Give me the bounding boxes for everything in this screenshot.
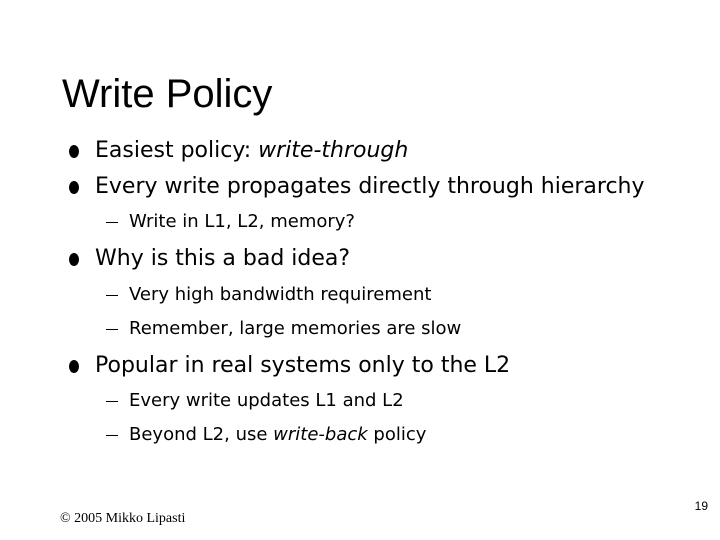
bullet-item-text: Why is this a bad idea? <box>95 246 351 271</box>
sub-item-text: Write in L1, L2, memory? <box>129 211 355 232</box>
bullet-item-text: Every write propagates directly through hierarchy <box>95 174 645 199</box>
dash-icon <box>106 295 118 296</box>
dash-icon <box>106 401 118 402</box>
sub-item-text-italic: write-back <box>273 424 368 445</box>
page-number: 19 <box>694 499 708 513</box>
bullet-dot-icon <box>69 145 79 158</box>
bullet-item-text-italic: write-through <box>258 138 409 163</box>
bullet-dot-icon <box>69 181 79 194</box>
bullet-dot-icon <box>69 360 79 373</box>
sub-item-text: Very high bandwidth requirement <box>129 284 432 305</box>
sub-item-text: Remember, large memories are slow <box>129 318 462 339</box>
sub-item-text-after: policy <box>367 424 427 445</box>
copyright-footer: © 2005 Mikko Lipasti <box>60 511 186 526</box>
bullet-item-text <box>95 137 408 165</box>
dash-icon <box>106 329 118 330</box>
sub-item-text <box>129 424 426 446</box>
bullet-dot-icon <box>69 253 79 266</box>
sub-item-text-plain: Beyond L2, use <box>129 424 274 445</box>
bullet-item-text-plain: Easiest policy: <box>95 138 259 163</box>
bullet-item-text: Popular in real systems only to the L2 <box>95 353 511 378</box>
slide-title: Write Policy <box>62 72 273 116</box>
dash-icon <box>106 222 118 223</box>
sub-item-text: Every write updates L1 and L2 <box>129 390 404 411</box>
dash-icon <box>106 435 118 436</box>
